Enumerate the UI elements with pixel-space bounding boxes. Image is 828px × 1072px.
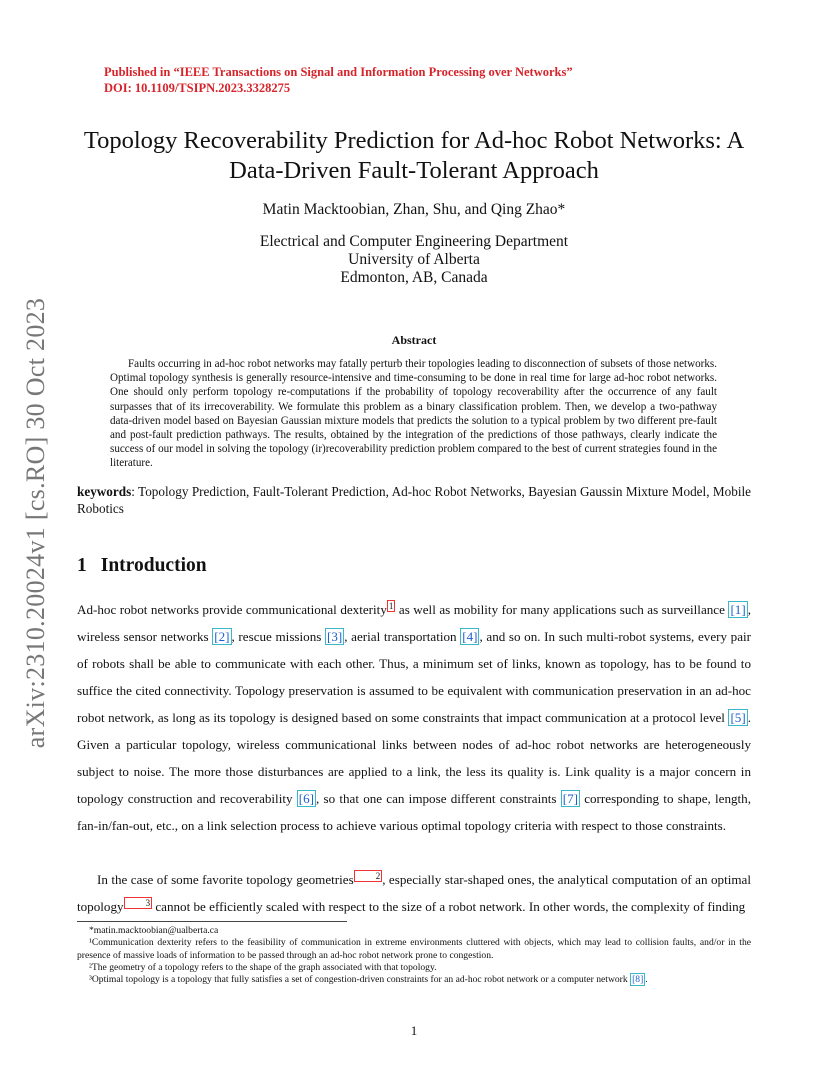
intro-paragraph-2	[77, 866, 751, 920]
citation-3[interactable]: [3]	[326, 629, 343, 644]
text-run: ³Optimal topology is a topology that fully satisfies a set of congestion-driven constraints for an ad-hoc robot network or a computer network	[89, 974, 631, 986]
title-line-1: Topology Recoverability Prediction for Ad-hoc Robot Networks: A	[83, 127, 745, 154]
text-run: cannot be efficiently scaled with respect to the size of a robot network. In other words, the complexity of finding	[152, 899, 746, 914]
affiliation-department: Electrical and Computer Engineering Department	[259, 233, 569, 250]
title-line-2: Data-Driven Fault-Tolerant Approach	[229, 157, 599, 184]
section-heading	[77, 555, 207, 577]
footnote-divider	[77, 921, 347, 922]
footnote-3	[77, 974, 751, 986]
keywords	[77, 484, 751, 517]
affiliation-university: University of Alberta	[348, 251, 480, 268]
publication-doi[interactable]: DOI: 10.1109/TSIPN.2023.3328275	[104, 81, 291, 95]
affiliation	[80, 233, 748, 287]
text-run: , and so on. In such multi-robot systems, every pair of robots shall be able to communicate with each other. Thus, a minimum set of links, known as topology, has to be found to suffice the cited connectivity. Topology preservation is assumed to be equivalent with communication preservation in an ad-hoc robot network, as long as its topology is designed based on some constraints that impact communication at a protocol level	[77, 629, 752, 725]
footnotes	[77, 925, 751, 986]
arxiv-stamp-text: arXiv:2310.20024v1 [cs.RO] 30 Oct 2023	[21, 297, 50, 749]
publication-note	[104, 64, 573, 96]
text-run: , wireless sensor networks	[77, 602, 751, 644]
citation-1[interactable]: [1]	[730, 602, 746, 617]
citation-2[interactable]: [2]	[214, 629, 230, 644]
footnote-email[interactable]: *matin.macktoobian@ualberta.ca	[89, 925, 219, 936]
abstract-heading: Abstract	[391, 333, 437, 347]
authors: Matin Macktoobian, Zhan, Shu, and Qing Zhao*	[262, 201, 566, 218]
text-run: . Given a particular topology, wireless communicational links between nodes of ad-hoc robot networks are heterogeneously subject to noise. The more those disturbances are applied to a link, the less its quality is. Link quality is a major concern in topology construction and recoverability	[77, 710, 751, 806]
intro-paragraph-1	[77, 596, 751, 839]
text-run: , so that one can impose different constraints	[316, 791, 561, 806]
citation-6[interactable]: [6]	[298, 791, 315, 806]
publication-venue: Published in “IEEE Transactions on Signal and Information Processing over Networks”	[104, 65, 573, 79]
text-run: In the case of some favorite topology geometries	[97, 872, 354, 887]
footnote-1: ¹Communication dexterity refers to the feasibility of communication in extreme environments cluttered with objects, which may lead to collision faults, and/or in the presence of massive loads of information to be passed through an ad-hoc robot network prone to congestion.	[77, 937, 751, 961]
text-run: .	[645, 974, 648, 986]
keywords-label: keywords	[77, 484, 132, 499]
text-run: , especially star-shaped ones, the analytical computation of an optimal topology	[77, 872, 751, 914]
footnote-ref-3[interactable]: 3	[124, 897, 153, 909]
page-number: 1	[410, 1023, 418, 1038]
keywords-text: : Topology Prediction, Fault-Tolerant Prediction, Ad-hoc Robot Networks, Bayesian Gaussin Mixture Model, Mobile Robotics	[77, 484, 751, 516]
text-run: Ad-hoc robot networks provide communicational dexterity	[77, 602, 387, 617]
footnote-2: ²The geometry of a topology refers to the shape of the graph associated with that topology.	[89, 961, 437, 973]
abstract-body: Faults occurring in ad-hoc robot networks may fatally perturb their topologies leading to disconnection of subsets of those networks. Optimal topology synthesis is generally resource-intensive and time-consuming to be done in real time for large ad-hoc robot networks. One should only perform topology re-computations if the probability of topology recoverability after the occurrence of any fault surpasses that of its irrecoverability. We formulate this problem as a binary classification problem. Then, we develop a two-pathway data-driven model based on Bayesian Gaussian mixture models that predicts the solution to a typical problem by two different pre-fault and post-fault prediction pathways. The results, obtained by the integration of the predictions of those pathways, clearly indicate the success of our model in solving the topology (ir)recoverability prediction problem compared to the best of current strategies found in the literature.	[110, 358, 717, 470]
text-run: , aerial transportation	[344, 629, 461, 644]
section-title: Introduction	[100, 555, 207, 576]
text-run: as well as mobility for many applications such as surveillance	[395, 602, 729, 617]
citation-7[interactable]: [7]	[562, 791, 578, 806]
affiliation-location: Edmonton, AB, Canada	[340, 269, 488, 286]
footnote-ref-1[interactable]: 1	[388, 600, 394, 611]
section-number: 1	[77, 555, 87, 576]
text-run: corresponding to shape, length, fan-in/fan-out, etc., on a link selection process to achieve various optimal topology criteria with respect to those constraints.	[77, 791, 751, 833]
text-run: , rescue missions	[231, 629, 325, 644]
arxiv-stamp	[6, 288, 66, 758]
citation-4[interactable]: [4]	[462, 629, 478, 644]
citation-8[interactable]: [8]	[632, 974, 644, 986]
citation-5[interactable]: [5]	[730, 710, 746, 725]
paper-title	[80, 126, 748, 186]
footnote-ref-2[interactable]: 2	[354, 870, 383, 882]
